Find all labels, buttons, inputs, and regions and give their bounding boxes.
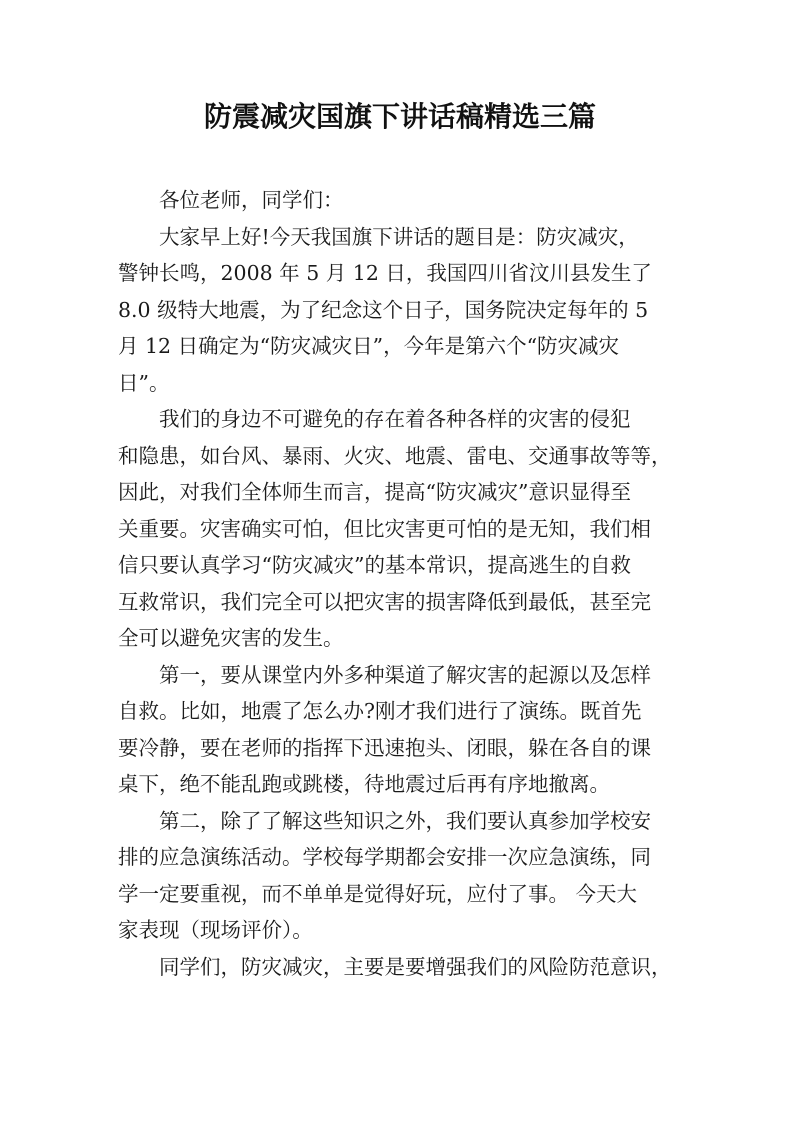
paragraph-line: 第一，要从课堂内外多种渠道了解灾害的起源以及怎样	[159, 662, 651, 687]
paragraph-line: 8.0 级特大地震，为了纪念这个日子，国务院决定每年的 5	[118, 297, 649, 322]
paragraph-4	[118, 803, 684, 949]
paragraph-line: 同学们，防灾减灾，主要是要增强我们的风险防范意识，	[159, 954, 672, 979]
paragraph-line: 关重要。灾害确实可怕，但比灾害更可怕的是无知，我们相	[118, 516, 651, 541]
paragraph-line: 因此，对我们全体师生而言，提高“防灾减灾”意识显得至	[118, 480, 631, 504]
paragraph-line: 桌下，绝不能乱跑或跳楼，待地震过后再有序地撤离。	[118, 772, 610, 796]
document-body	[118, 182, 684, 985]
paragraph-5	[118, 949, 684, 986]
paragraph-line: 信只要认真学习“防灾减灾”的基本常识，提高逃生的自救	[118, 553, 631, 577]
paragraph-line: 日”。	[118, 370, 170, 395]
document-title: 防震减灾国旗下讲话稿精选三篇	[203, 100, 596, 133]
paragraph-line: 我们的身边不可避免的存在着各种各样的灾害的侵犯	[159, 407, 631, 431]
paragraph-line: 大家早上好!今天我国旗下讲话的题目是：防灾减灾，	[159, 224, 639, 249]
paragraph-line: 家表现（现场评价）。	[118, 918, 313, 942]
paragraph-line: 月 12 日确定为“防灾减灾日”，今年是第六个“防灾减灾	[118, 334, 620, 358]
paragraph-line: 排的应急演练活动。学校每学期都会安排一次应急演练，同	[118, 845, 651, 869]
paragraph-line: 第二，除了了解这些知识之外，我们要认真参加学校安	[159, 808, 651, 833]
paragraph-line: 警钟长鸣，2008 年 5 月 12 日，我国四川省汶川县发生了	[118, 261, 652, 285]
paragraph-line: 互救常识，我们完全可以把灾害的损害降低到最低，甚至完	[118, 589, 651, 614]
paragraph-1	[118, 219, 684, 402]
paragraph-line: 学一定要重视，而不单单是觉得好玩，应付了事。 今天大	[118, 881, 638, 906]
paragraph-3	[118, 657, 684, 803]
paragraph-2	[118, 401, 684, 657]
paragraph-line: 和隐患，如台风、暴雨、火灾、地震、雷电、交通事故等等，	[118, 443, 672, 468]
paragraph-line: 要冷静，要在老师的指挥下迅速抱头、闭眼，躲在各自的课	[118, 735, 651, 760]
paragraph-line: 全可以避免灾害的发生。	[118, 626, 344, 650]
salutation: 各位老师，同学们：	[159, 188, 344, 212]
paragraph-line: 自救。比如，地震了怎么办?刚才我们进行了演练。既首先	[118, 699, 642, 723]
